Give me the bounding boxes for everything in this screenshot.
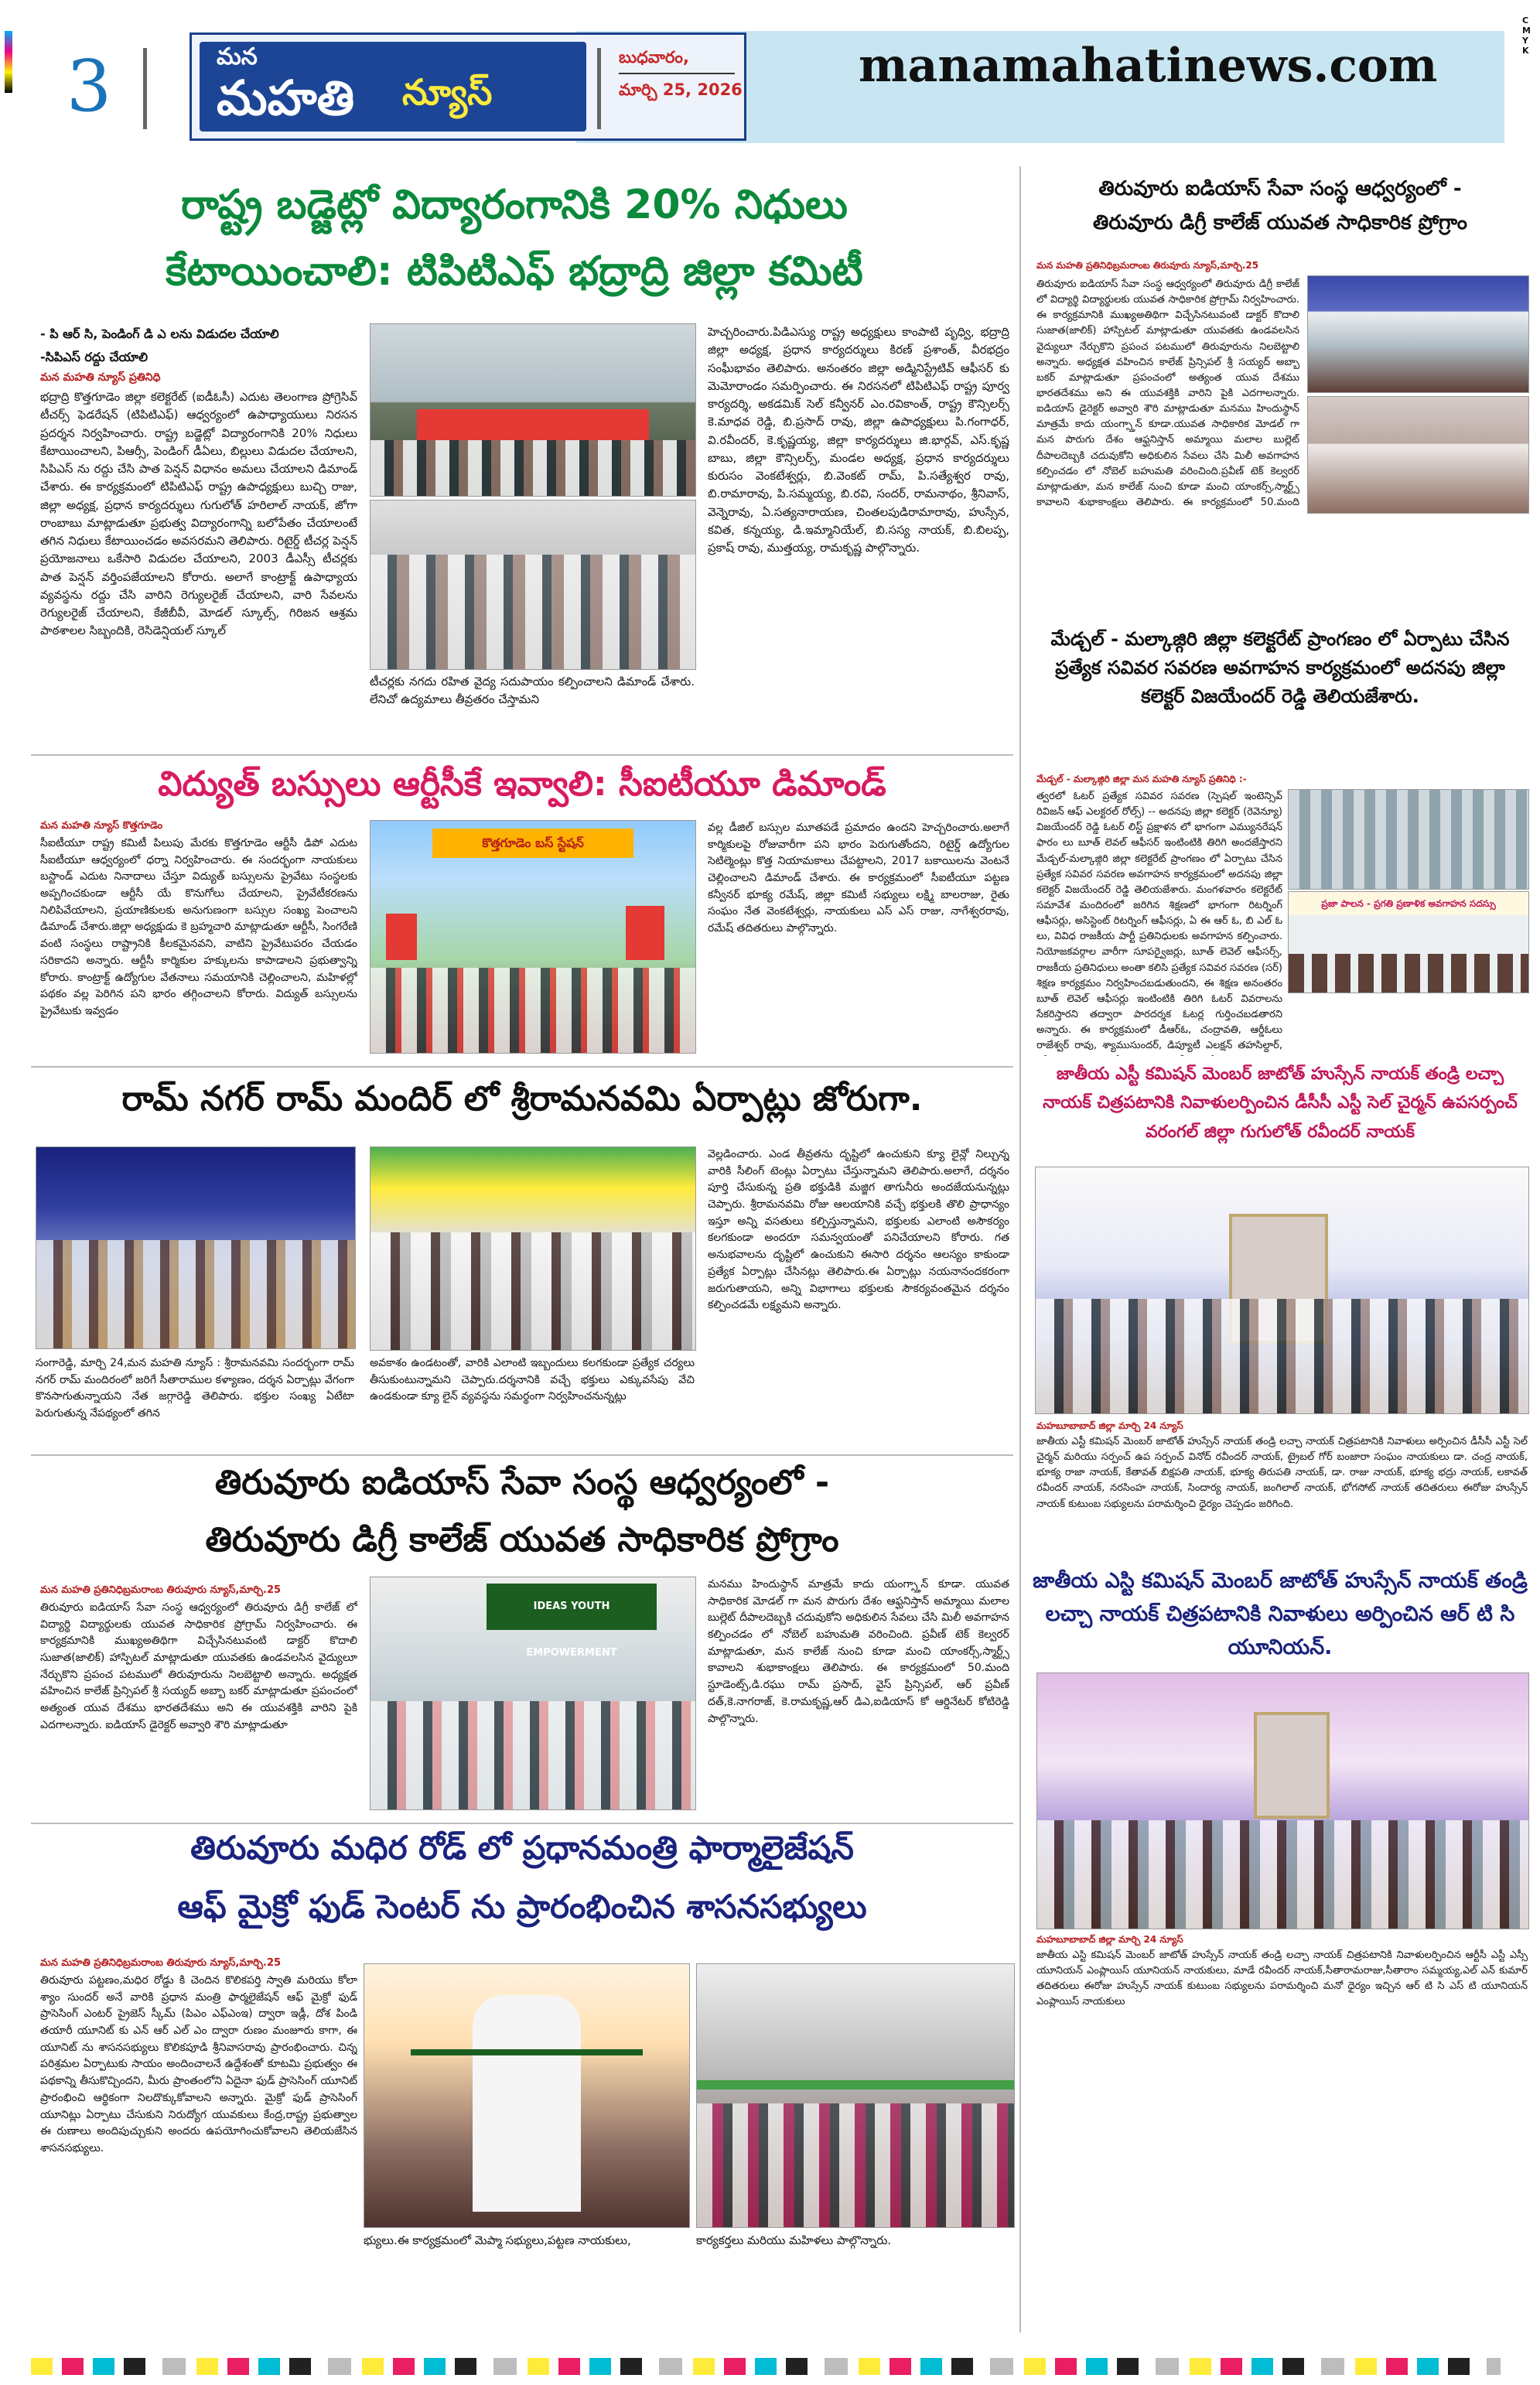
pharma-byline: మన మహతి ప్రతినిధిబ్రమరాంబ తిరువూరు న్యూస్,మార్చి.25 [40,1957,282,1969]
pharma-caption-2: కార్యకర్తలు మరియు మహిళలు పాల్గొన్నారు. [696,2233,892,2247]
website-name: manamahatinews.com [859,39,1438,93]
budget-sub-1: - పి ఆర్ సి, పెండింగ్ డి ఎ లను విడుదల చేయాలి [40,326,279,341]
section-rule-2 [31,1066,1013,1068]
budget-headline-1: రాష్ట్ర బడ్జెట్లో విద్యారంగానికి 20% నిధులు [181,182,848,228]
medchal-byline: మేడ్చల్ - మల్కాజ్గిరి జిల్లా మన మహతి న్యూస్ ప్రతినిధి :- [1036,774,1247,784]
medchal-banner: ప్రజా పాలన - ప్రగతి ప్రణాళిక అవగాహన సదస్సు [1289,892,1528,915]
issue-date: మార్చి 25, 2026 [619,80,743,99]
bus-body-left: సీఐటీయూ రాష్ట్ర కమిటీ పిలుపు మేరకు కొత్తగూడెం ఆర్టీసీ డిపో ఎదుట సీఐటీయూ ఆధ్వర్యంలో ధర్నా నిర్వహించారు. ఈ సందర్భంగా నాయకులు బస్టాండ్ ఎదుట నినాదాలు చేస్తూ విద్యుత్ బస్సులను ప్రైవేటు సంస్థలకు అప్పగించకుండా ఆర్టీసీ యే కొనుగోలు చేయాలని, ప్రైవేటీకరణను నిలిపివేయాలని, ప్రయాణికులకు అనుగుణంగా బస్సుల సంఖ్య పెంచాలని డిమాండ్ చేశారు.జిల్లా అధ్యక్షుడు కె బ్రహ్మచారి మాట్లాడుతూ ఆర్టీసీ, సింగరేణి వంటి సంస్థలు రాష్ట్రానికి కీలకమైనవని, వాటిని ప్రైవేటుపరం చేయడం సరికాదని అన్నారు. ఆర్టీసీ కార్మికుల హక్కులను కాపాడాలని ప్రభుత్వాన్ని కోరారు. కాంట్రాక్ట్ ఉద్యోగుల వేతనాలు సమయానికి చెల్లించాలని, మహిళల్లో పథకం వల్ల పెరిగిన పని భారం తగ్గించాలని కోరారు. విద్యుత్ బస్సులను ప్రైవేటుకు ఇవ్వడం [40,837,357,1017]
ideas-headline-2: తిరువూరు డిగ్రీ కాలేజ్ యువత సాధికారిక ప్రోగ్రాం [205,1520,839,1560]
logo-news-text: న్యూస్ [402,71,493,113]
color-marker-left [5,31,12,93]
ideas-photo [370,1577,696,1810]
st2-photo [1036,1673,1529,1929]
bus-photo [370,820,696,1054]
ideas-body-left: తిరువూరు ఐడియాస్ సేవా సంస్థ ఆధ్వర్యంలో తిరువూరు డిగ్రీ కాలేజ్ లో విద్యార్థి విద్యార్థులకు యువత సాధికారిక ప్రోగ్రామ్ నిర్వహించారు. ఈ కార్యక్రమానికి ముఖ్యఅతిథిగా విచ్చేసినటువంటి డాక్టర్ కొదాలి సుజాత(జాలిక్) హాస్పిటల్ మాట్లాడుతూ యువతకు ఉండవలసిన వైద్యులూ నేర్చుకొని ప్రపంచ పటములో తిరువూరును నిలబెట్టాలి అన్నారు. అధ్యక్షత వహించిన కాలేజ్ ప్రిన్సిపల్ శ్రీ సయ్యద్ అబ్బా బకర్ మాట్లాడుతూ ప్రపంచంలో అత్యంత యువ దేశము భారతదేశము అని ఈ యువశక్తికి వారిని పైకి ఎదగాలన్నారు. ఐడియాస్ డైరెక్టర్ అవ్వారి శౌరి మాట్లాడుతూ [40,1601,357,1731]
rama-headline: రామ్ నగర్ రామ్ మందిర్ లో శ్రీరామనవమి ఏర్పాట్లు జోరుగా. [121,1079,923,1119]
rama-photo-2 [370,1146,696,1351]
issue-day: బుధవారం, [619,48,689,67]
rama-caption-1: సంగారెడ్డి, మార్చి 24,మన మహతి న్యూస్ : శ్రీరామనవమి సందర్భంగా రామ్ నగర్ రామ్ మందిరంలో జరిగే సీతారాముల కళ్యాణం, దర్శన ఏర్పాట్లు వేగంగా కొనసాగుతున్నాయని నేత జగ్గారెడ్డి తెలిపారు. భక్తుల సంఖ్య ఏటేటా పెరుగుతున్న నేపథ్యంలో తగిన [36,1357,354,1420]
budget-byline: మన మహతి న్యూస్ ప్రతినిధి [40,371,161,384]
st1-byline: మహబూబాబాద్ జిల్లా మార్చి 24 న్యూస్ [1036,1420,1183,1431]
cmyk-label: CMYK [1522,15,1531,56]
masthead-divider [143,48,147,129]
st1-headline: జాతీయ ఎస్టీ కమిషన్ మెంబర్ జాటోత్ హుస్సేన్ నాయక్ తండ్రి లచ్చా నాయక్ చిత్రపటానికి నివాళులర్పించిన డీసీసీ ఎస్టీ సెల్ చైర్మన్ ఉపసర్పంచ్ వరంగల్ జిల్లా గుగులోత్ రవీందర్ నాయక్ [1043,1064,1518,1142]
color-registration-bar [31,2358,1501,2375]
bus-byline: మన మహతి న్యూస్ కొత్తగూడెం [40,820,163,832]
medchal-headline: మేడ్చల్ - మల్కాజ్గిరి జిల్లా కలెక్టరేట్ ప్రాంగణం లో ఏర్పాటు చేసిన ప్రత్యేక సవివర సవరణ అవగాహన కార్యక్రమంలో అదనపు జిల్లా కలెక్టర్ విజయేందర్ రెడ్డి తెలియజేశారు. [1050,628,1510,708]
budget-photo-2 [370,500,696,670]
rama-caption-2: అవకాశం ఉండటంతో, వారికి ఎలాంటి ఇబ్బందులు కలగకుండా ప్రత్యేక చర్యలు తీసుకుంటున్నామని చెప్పారు.దర్శనానికి వచ్చే భక్తులు ఎక్కువసేపు వేచి ఉండకుండా క్యూ లైన్ వ్యవస్థను సమర్థంగా నిర్వహించనున్నట్లు [370,1357,695,1403]
bus-body-right: వల్ల డీజిల్ బస్సుల మూతపడే ప్రమాదం ఉందని హెచ్చరించారు.అలాగే కార్మికులపై రోజువారీగా పని భారం పెరుగుతోందని, రిటైర్డ్ ఉద్యోగుల సెటిల్మెంట్లు కొత్త నియామకాలు చేపట్టాలని, 2017 బకాయిలను వెంటనే చెల్లించాలని డిమాండ్ చేశారు. ఈ కార్యక్రమంలో సీఐటీయూ పట్టణ కన్వీనర్ భూక్య రమేష్, జిల్లా కమిటీ సభ్యులు లక్ష్మి బాలరాజు, రైతు సంఘం నేత వెంకటేశ్వర్లు, నాయకులు ఎస్ ఎస్ రాజు, నాగేశ్వరరావు, రమేష్ తదితరులు పాల్గొన్నారు. [708,822,1009,935]
medchal-body: త్వరలో ఓటర్ ప్రత్యేక సవివర సవరణ (స్పెషల్ ఇంటెన్సివ్ రివిజన్ ఆఫ్ ఎలక్టరల్ రోల్స్) -- అదనపు జిల్లా కలెక్టర్ (రెవెన్యూ) విజయేందర్ రెడ్డి ఓటర్ లిస్ట్ ప్రక్షాళన లో భాగంగా ఎమ్యునరేషన్ ఫారం లు బూత్ లెవల్ ఆఫీసర్ ఇంటింటికి తిరిగి అందజేస్తారని మేడ్చల్-మల్కాజ్గిరి జిల్లా కలెక్టరేట్ ప్రాంగణం లో ఏర్పాటు చేసిన ప్రత్యేక సవివర సవరణ అవగాహన కార్యక్రమంలో అదనపు జిల్లా కలెక్టర్ విజయేందర్ రెడ్డి తెలియజేశారు. మంగళవారం కలెక్టరేట్ సమావేశ మందిరంలో జరిగిన శిక్షణలో భాగంగా రిటర్నింగ్ ఆఫీసర్లు, అసిస్టెంట్ రిటర్నింగ్ ఆఫీసర్లు, ఏ ఈ ఆర్ ఓ, బి ఎల్ ఓ లు, వివిధ రాజకీయ పార్టీ ప్రతినిధులకు అవగాహన కల్పించారు. నియోజకవర్గాల వారీగా సూపర్వైజర్లు, బూత్ లెవెల్ ఆఫీసర్స్, రాజకీయ ప్రతినిధులు అంతా కలిసి ప్రత్యేక సవివర సవరణ (సర్) శిక్షణ కార్యక్రమం నిర్వహించబడుతుందని, ఈ శిక్షణ అనంతరం బూత్ లెవెల్ ఆఫీసర్లు ఇంటింటికి తిరిగి ఓటర్ వివరాలను సేకరిస్తారని తద్వారా పారదర్శక ఓటర్ల గుర్తించబడతారని అన్నారు. ఈ కార్యక్రమంలో డీఆర్ఓ, చంద్రావతి, ఆర్డీఓలు రాజేశ్వర్ రావు, శ్యాముసుందర్, డిప్యూటీ ఎలక్షన్ తహసిల్దార్, [1036,791,1282,1052]
tiruvuru-right-headline-2: తిరువూరు డిగ్రీ కాలేజ్ యువత సాధికారిక ప్రోగ్రాం [1093,211,1467,234]
column-separator [1019,166,1021,2332]
medchal-photo-2 [1288,891,1529,993]
rama-photo-1 [36,1146,356,1349]
bus-headline: విద్యుత్ బస్సులు ఆర్టీసీకే ఇవ్వాలి: సీఐటీయూ డిమాండ్ [158,764,886,804]
bus-station-banner: కొత్తగూడెం బస్ స్టేషన్ [432,829,633,858]
budget-photo-1 [370,323,696,497]
budget-headline-2: కేటాయించాలి: టిపిటిఎఫ్ భద్రాద్రి జిల్లా కమిటీ [166,248,863,295]
st2-headline: జాతీయ ఎస్టి కమిషన్ మెంబర్ జాటోత్ హుస్సేన్ నాయక్ తండ్రి లచ్చా నాయక్ చిత్రపటానికి నివాళులు అర్పించిన ఆర్ టి సి యూనియన్. [1033,1569,1528,1660]
rama-caption-3: వెల్లడించారు. ఎండ తీవ్రతను దృష్టిలో ఉంచుకుని క్యూ లైన్లో నిల్చున్న వారికి సీలింగ్ టెంట్లు ఏర్పాటు చేస్తున్నామని తెలిపారు.అలాగే, దర్శనం పూర్తి చేసుకున్న ప్రతి భక్తుడికి మజ్జిగ తాగునీరు అందజేయనున్నట్లు చెప్పారు. శ్రీరామనవమి రోజు ఆలయానికి వచ్చే భక్తులకి తొలి ప్రాధాన్యం ఇస్తూ అన్ని వసతులు కల్పిస్తున్నామని, భక్తులకు ఎలాంటి అసౌకర్యం కలగకుండా అందరూ సమన్వయంతో పనిచేయాలని కోరారు. గత అనుభవాలను దృష్టిలో ఉంచుకుని ఈసారి దర్శనం ఆలస్యం కాకుండా ప్రత్యేక ఏర్పాట్లు చేసినట్లు తెలిపారు.ఈ ఏర్పాట్లు నయనానందకరంగా జరుగుతాయని, అన్ని విభాగాలు భక్తులకు సౌకర్యవంతమైన దర్శనం కల్పించడమే లక్ష్యమని అన్నారు. [708,1148,1009,1312]
budget-body-right: హెచ్చరించారు.పిడిఎస్యు రాష్ట్ర అధ్యక్షులు కాంపాటి పృధ్వి, భద్రాద్రి జిల్లా అధ్యక్ష, ప్రధాన కార్యదర్శులు కిరణ్ ప్రశాంత్, వీరభద్రం సంఘీభావం తెలిపారు. అనంతరం జిల్లా అడ్మినిస్ట్రేటివ్ ఆఫీసర్ కు మెమోరాండం సమర్పించారు. ఈ నిరసనలో టిపిటిఎఫ్ రాష్ట్ర పూర్వ కార్యదర్శి, అకడమిక్ సెల్ కన్వీనర్ ఎం.రవికాంత్, రాష్ట్ర కౌన్సిలర్స్ కె.మాధవ రెడ్డి, బి.ప్రసాద్ రావు, జిల్లా ఉపాధ్యక్షులు పి.గంగాధర్, వి.రవీందర్, కె.కృష్ణయ్య, జిల్లా కార్యదర్శులు జి.భార్గవ్, ఎస్.కృష్ణ బాబు, జిల్లా కౌన్సిలర్స్, మండల అధ్యక్ష, ప్రధాన కార్యదర్శులు కురుసం వెంకటేశ్వర్లు, బి.వెంకట్ రామ్, పి.సత్యేశ్వర రావు, బి.రామారావు, పి.సమ్మయ్య, బి.రవి, సందర్, రామనాథం, శ్రీనివాస్, వెన్నెరావు, ఏ.సత్యనారాయణ, చింతలపుడిరామారావు, హుస్సేన, కవిత, కన్నయ్య, డి.ఇమ్మానియేల్, బి.సస్య నాయక్, బి.బిలప్ప, ప్రకాష్ రావు, ముత్తయ్య, రామకృష్ణ పాల్గొన్నారు. [708,325,1009,555]
masthead-divider-2 [597,48,601,129]
pharma-caption-1: భ్యులు.ఈ కార్యక్రమంలో మెప్మా సభ్యులు,పట్టణ నాయకులు, [364,2233,631,2247]
pharma-body: తిరువూరు పట్టణం,మధిర రోడ్డు కి చెందిన కొలికపర్తి స్వాతి మరియు కోలా శ్యాం సుందర్ అనే వారికి ప్రధాన మంత్రి ఫార్మలైజేషన్ ఆఫ్ మైక్రో ఫుడ్ ప్రాసెసింగ్ ఎంటర్ ప్రైజెస్ స్కీమ్ (పిఎం ఎఫ్ఎంఇ) ద్వారా ఇడ్లీ, దోశ పిండి తయారీ యూనిట్ కు ఎన్ ఆర్ ఎల్ ఎం ద్వారా రుణం మంజూరు కాగా, ఈ యూనిట్ ను శాసనసభ్యులు కొలికపూడి శ్రీనివాసరావు ప్రారంభించారు. చిన్న పరిశ్రమల ఏర్పాటుకు సాయం అందించాలనే ఉద్దేశంతో కూటమి ప్రభుత్వం ఈ పథకాన్ని తీసుకొచ్చిందని, మీరు ప్రాంతంలోని ఏదైనా ఫుడ్ ప్రాసెసింగ్ యూనిట్ ప్రారంభించి ఆర్థికంగా నిలదొక్కుకోవాలని అన్నారు. మైక్రో ఫుడ్ ప్రాసెసింగ్ యూనిట్లు ఏర్పాటు చేసుకుని నిరుద్యోగ యువకులు కేంద్ర,రాష్ట్ర ప్రభుత్వాల ఈ రుణాలు అందిపుచ్చుకుని అందరు ఉపయోగించుకోవాలని తెలియజేసిన శాసనసభ్యులు. [40,1974,357,2154]
ideas-banner: IDEAS YOUTH EMPOWERMENT [487,1584,657,1630]
logo-small-text: మన [217,43,258,70]
pharma-headline-1: తిరువూరు మధిర రోడ్ లో ప్రధానమంత్రి ఫార్మాలైజేషన్ [190,1829,854,1867]
tiruvuru-right-photo-2 [1307,396,1529,514]
page-number: 3 [66,45,112,128]
section-rule [31,754,1013,756]
medchal-photo-1 [1288,789,1529,890]
st2-body: జాతీయ ఎస్టి కమిషన్ మెంబర్ జాటోత్ హుస్సేన్ నాయక్ తండ్రి లచ్చా నాయక్ చిత్రపటానికి నివాళులర్పించిన ఆర్టీసీ ఎస్టీ ఎస్సీ యూనియన్ ఎంప్లాయిస్ యూనియన్ నాయకులు, మాడే రవీందర్ నాయక్,సీతారామరాజు,సీతారాం సమ్మయ్య,ఎల్ ఎన్ కుమార్ తదితరులు ఈరోజు హుస్సేన్ నాయక్ కుటుంబ సభ్యులను పరామర్శించి మనో ధైర్యం ఇచ్చిన ఆర్ టి సి ఎస్ టి యూనియన్ ఎంప్లాయిస్ నాయకులు [1036,1949,1528,2008]
ideas-body-right: మనము హిందుస్థాన్ మాత్రమే కాదు యంగ్స్తాన్ కూడా. యువత సాధికారిక మోడల్ గా మన పొరుగు దేశం ఆఫ్ఘనిస్తాన్ అమ్మాయి మలాల బుల్లెట్ దీపాలదెబ్బకి చదువుకోని అధికులిన సేవలు చేసి మిలీ అవగాహన కల్పించడం లో నోబెల్ బహుమతి వరించింది. ప్రవీణ్ టెక్ కెల్వరర్ మాట్లాడుతూ, మన కాలేజ్ నుంచి కూడా మంచి యాంకర్స్,స్మార్ట్స్ కావాలని శుభాకాంక్షలు తెలిపారు. ఈ కార్యక్రమంలో 50.మంది స్టూడెంట్స్,డి.రఘు రామ్ ప్రసాద్, వైస్ ప్రిన్సిపల్, ఆర్ ప్రవీణ్ దత్,కె.నాగరాజ్, కె.రామకృష్ణ,ఆర్ డిఎ,ఐడియాస్ కో ఆర్డినేటర్ కోటిరెడ్డి పాల్గొన్నారు. [708,1578,1009,1725]
ideas-headline-1: తిరువూరు ఐడియాస్ సేవా సంస్థ ఆధ్వర్యంలో - [214,1463,830,1502]
pharma-photo-2 [696,1963,1015,2228]
logo-main-text: మహతి [217,70,355,126]
ideas-byline: మన మహతి ప్రతినిధిబ్రమరాంబ తిరువూరు న్యూస్,మార్చి.25 [40,1584,282,1596]
tiruvuru-right-body-cont [1036,517,1528,633]
st1-photo [1035,1167,1529,1414]
section-rule-3 [31,1454,1013,1456]
date-rule [619,73,735,74]
budget-photo-caption: టీచర్లకు నగదు రహిత వైద్య సదుపాయం కల్పించాలని డిమాండ్ చేశారు. లేనిచో ఉద్యమాలు తీవ్రతరం చేస్తామని [370,675,695,706]
tiruvuru-right-headline-1: తిరువూరు ఐడియాస్ సేవా సంస్థ ఆధ్వర్యంలో - [1098,177,1462,200]
tiruvuru-right-photo-1 [1307,275,1529,393]
tiruvuru-right-body: తిరువూరు ఐడియాస్ సేవా సంస్థ ఆధ్వర్యంలో తిరువూరు డిగ్రీ కాలేజ్ లో విద్యార్థి విద్యార్థులకు యువత సాధికారిక ప్రోగ్రామ్ నిర్వహించారు. ఈ కార్యక్రమానికి ముఖ్యఅతిథిగా విచ్చేసినటువంటి డాక్టర్ కొదాలి సుజాత(జాలిక్) హాస్పిటల్ మాట్లాడుతూ యువతకు ఉండవలసిన వైద్యులూ నేర్చుకొని ప్రపంచ పటములో తిరువూరును నిలబెట్టాలి అన్నారు. అధ్యక్షత వహించిన కాలేజ్ ప్రిన్సిపల్ శ్రీ సయ్యద్ అబ్బా బకర్ మాట్లాడుతూ ప్రపంచంలో అత్యంత యువ దేశము భారతదేశము అని ఈ యువశక్తికి వారిని పైకి ఎదగాలన్నారు. ఐడియాస్ డైరెక్టర్ అవ్వారి శౌరి మాట్లాడుతూ మనము హిందుస్థాన్ మాత్రమే కాదు యంగ్స్తాన్ కూడా.యువత సాధికారిక మోడల్ గా మన పొరుగు దేశం ఆఫ్ఘనిస్తాన్ అమ్మాయి మలాల బుల్లెట్ దీపాలదెబ్బకి చదువుకోని అధికులిన సేవలు చేసి మిలీ అవగాహన కల్పించడం లో నోబెల్ బహుమతి వరించింది.ప్రవీణ్ టెక్ కెల్వరర్ మాట్లాడుతూ, మన కాలేజ్ నుంచి కూడా మంచి యాంకర్స్,స్మార్ట్స్ కావాలని శుభాకాంక్షలు తెలిపారు. ఈ కార్యక్రమంలో 50.మంది [1036,278,1299,508]
section-rule-4 [31,1823,1013,1824]
tiruvuru-right-byline: మన మహతి ప్రతినిధిబ్రమరాంబ తిరువూరు న్యూస్,మార్చి.25 [1036,260,1259,271]
pharma-photo-1 [364,1963,690,2228]
st2-byline: మహబూబాబాద్ జిల్లా మార్చి 24 న్యూస్ [1036,1934,1183,1945]
budget-sub-2: -సిపిఎస్ రద్దు చేయాలి [40,350,148,364]
budget-body-left: భద్రాద్రి కొత్తగూడెం జిల్లా కలెక్టరేట్ (ఐడీఓసీ) ఎదుట తెలంగాణ ప్రోగ్రెసివ్ టీచర్స్ ఫెడరేషన్ (టిపిటిఎఫ్) ఆధ్వర్యంలో ఉపాధ్యాయులు నిరసన ప్రదర్శన నిర్వహించారు. రాష్ట్ర బడ్జెట్లో విద్యారంగానికి 20% నిధులు కేటాయించాలని, పిఆర్సీ, పెండింగ్ డీఏలు, బిల్లులు విడుదల చేయాలని, సిపిఎస్ ను రద్దు చేసి పాత పెన్షన్ విధానం అమలు చేయాలని డిమాండ్ చేశారు. ఈ కార్యక్రమంలో టిపిటిఎఫ్ రాష్ట్ర ఉపాధ్యక్షులు బుచ్చి రాజు, జిల్లా అధ్యక్ష, ప్రధాన కార్యదర్శులు గుగులోత్ హరిలాల్ నాయక్, జోగా రాంబాబు మాట్లాడుతూ ప్రభుత్వ విద్యారంగాన్ని బలోపేతం చేయాలంటే తగిన నిధులు కేటాయించడం అవసరమని తెలిపారు. రిటైర్డ్ టీచర్ల పెన్షన్ ప్రయోజనాలు ఒకేసారి విడుదల చేయాలని, 2003 డీఎస్సీ టీచర్లకు పాత పెన్షన్ వర్తింపజేయాలని కోరారు. అలాగే కాంట్రాక్ట్ ఉపాధ్యాయ వ్యవస్థను రద్దు చేసి వారిని రెగ్యులరైజ్ చేయాలని, వారి సేవలను రెగ్యులరైజ్ చేయాలని, కేజీబీవీ, మోడల్ స్కూల్స్, గిరిజన ఆశ్రమ పాఠశాలల సిబ్బందికి, రెసిడెన్షియల్ స్కూల్ [40,390,357,638]
st1-body: జాతీయ ఎస్టీ కమిషన్ మెంబర్ జాటోత్ హుస్సేన్ నాయక్ తండ్రి లచ్చా నాయక్ చిత్రపటానికి నివాళులు అర్పించిన డీసీసీ ఎస్టీ సెల్ చైర్మన్ మరియు సర్పంచ్ ఉప సర్పంచ్ వినోద్ రవీందర్ నాయక్, ట్రైబల్ గోర్ బంజారా సంఘం నాయకులు డా. చంద్ర నాయక్, భూక్య రాజా నాయక్, కేతావత్ బిక్షపతి నాయక్, భూక్య తిరుపతి నాయక్, డా. రాజు నాయక్, భూక్య భద్రు నాయక్, లకావత్ రవీందర్ నాయక్, నరసింహ నాయక్, సిందార్య నాయక్, జంగిలాల్ నాయక్, భోగసోట్ నాయక్ తదితరులు ఈరోజు హుస్సేన్ నాయక్ కుటుంబ సభ్యులను పరామర్శించి ధైర్యం చెప్పడం జరిగింది. [1036,1436,1528,1510]
pharma-headline-2: ఆఫ్ మైక్రో ఫుడ్ సెంటర్ ను ప్రారంభించిన శాసనసభ్యులు [177,1888,867,1925]
